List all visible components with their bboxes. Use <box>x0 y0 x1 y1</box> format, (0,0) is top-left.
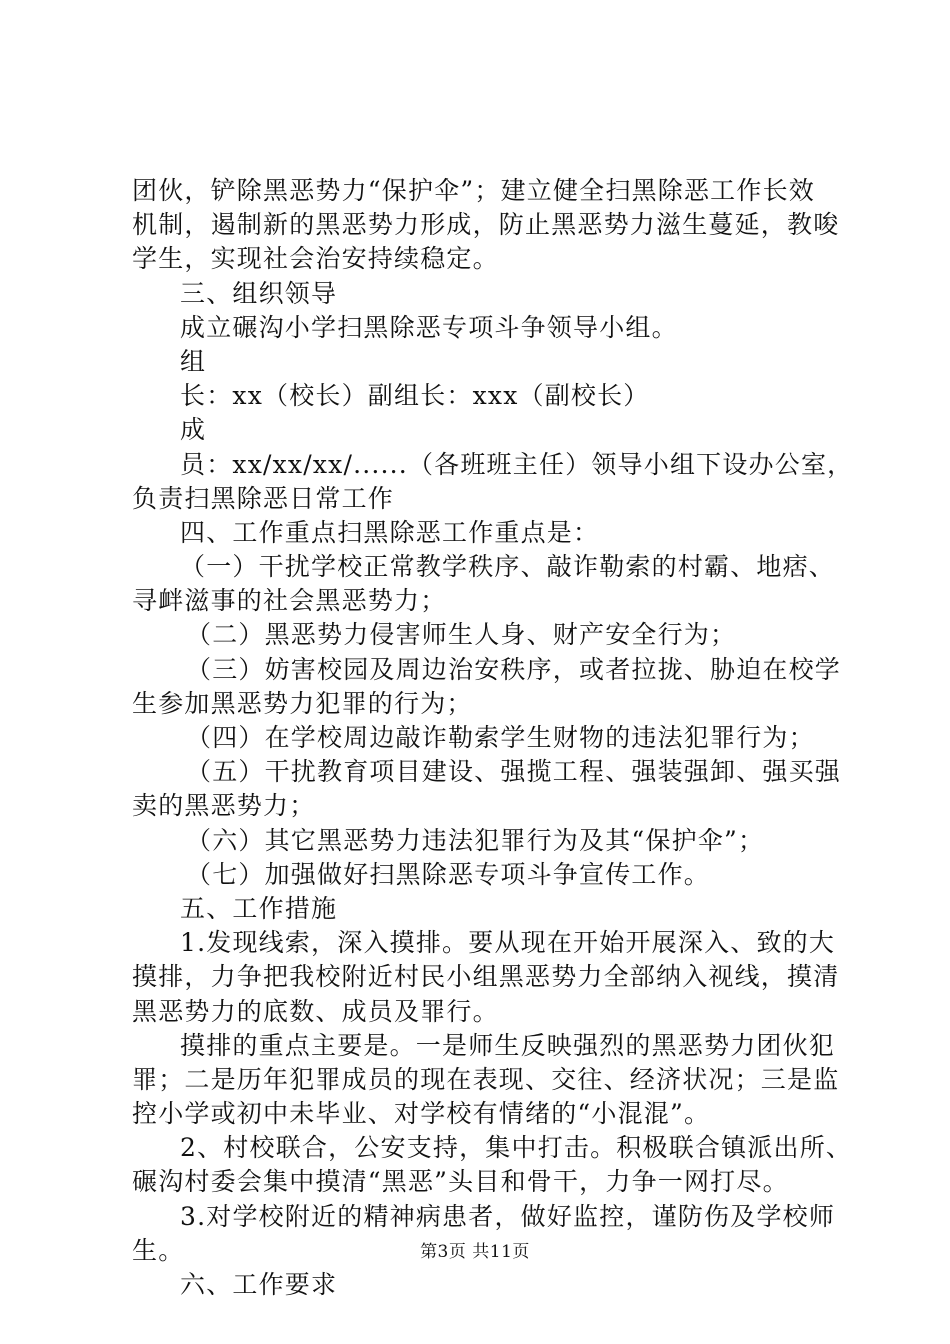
body-line: 生参加黑恶势力犯罪的行为； <box>132 688 473 718</box>
list-item: （六）其它黑恶势力违法犯罪行为及其“保护伞”； <box>186 825 765 855</box>
body-line: 寻衅滋事的社会黑恶势力； <box>132 586 447 616</box>
body-line: 负责扫黑除恶日常工作 <box>132 483 395 513</box>
body-line: 学生，实现社会治安持续稳定。 <box>132 244 499 274</box>
section-heading: 五、工作措施 <box>180 893 338 923</box>
list-item: （一）干扰学校正常教学秩序、敲诈勒索的村霸、地痞、 <box>180 552 836 582</box>
body-line: 卖的黑恶势力； <box>132 791 316 821</box>
list-item: 1.发现线索，深入摸排。要从现在开始开展深入、致的大 <box>180 928 836 958</box>
document-body <box>132 174 854 1302</box>
list-item: （五）干扰教育项目建设、强揽工程、强装强卸、强买强 <box>186 757 842 787</box>
body-line: 摸排，力争把我校附近村民小组黑恶势力全部纳入视线，摸清 <box>132 962 840 992</box>
body-line: 机制，遏制新的黑恶势力形成，防止黑恶势力滋生蔓延，教唆 <box>132 210 840 240</box>
section-heading: 六、工作要求 <box>180 1270 338 1299</box>
section-heading: 三、组织领导 <box>180 278 338 308</box>
body-line: 长：xx（校长）副组长：xxx（副校长） <box>180 381 650 411</box>
body-line: 生。 <box>132 1235 185 1265</box>
body-line: 控小学或初中未毕业、对学校有情绪的“小混混”。 <box>132 1099 711 1129</box>
body-line: 碾沟村委会集中摸清“黑恶”头目和骨干，力争一网打尽。 <box>132 1167 789 1197</box>
body-line: 成 <box>180 415 207 445</box>
list-item: （四）在学校周边敲诈勒索学生财物的违法犯罪行为； <box>186 723 815 752</box>
list-item: 2、村校联合，公安支持，集中打击。积极联合镇派出所、 <box>180 1133 853 1163</box>
body-line: 摸排的重点主要是。一是师生反映强烈的黑恶势力团伙犯 <box>180 1030 836 1060</box>
list-item: （三）妨害校园及周边治安秩序，或者拉拢、胁迫在校学 <box>186 654 842 684</box>
body-line: 成立碾沟小学扫黑除恶专项斗争领导小组。 <box>180 312 678 342</box>
body-line: 团伙，铲除黑恶势力“保护伞”；建立健全扫黑除恶工作长效 <box>132 176 815 205</box>
section-heading: 四、工作重点扫黑除恶工作重点是： <box>180 517 600 547</box>
list-item: （二）黑恶势力侵害师生人身、财产安全行为； <box>186 620 737 650</box>
body-line: 员：xx/xx/xx/......（各班班主任）领导小组下设办公室， <box>180 449 854 479</box>
list-item: 3.对学校附近的精神病患者，做好监控，谨防伤及学校师 <box>180 1201 836 1231</box>
list-item: （七）加强做好扫黑除恶专项斗争宣传工作。 <box>186 859 711 889</box>
body-line: 组 <box>180 346 207 376</box>
page-number-footer: 第3页 共11页 <box>420 1242 530 1262</box>
body-line: 黑恶势力的底数、成员及罪行。 <box>132 996 499 1026</box>
body-line: 罪；二是历年犯罪成员的现在表现、交往、经济状况；三是监 <box>132 1064 840 1094</box>
